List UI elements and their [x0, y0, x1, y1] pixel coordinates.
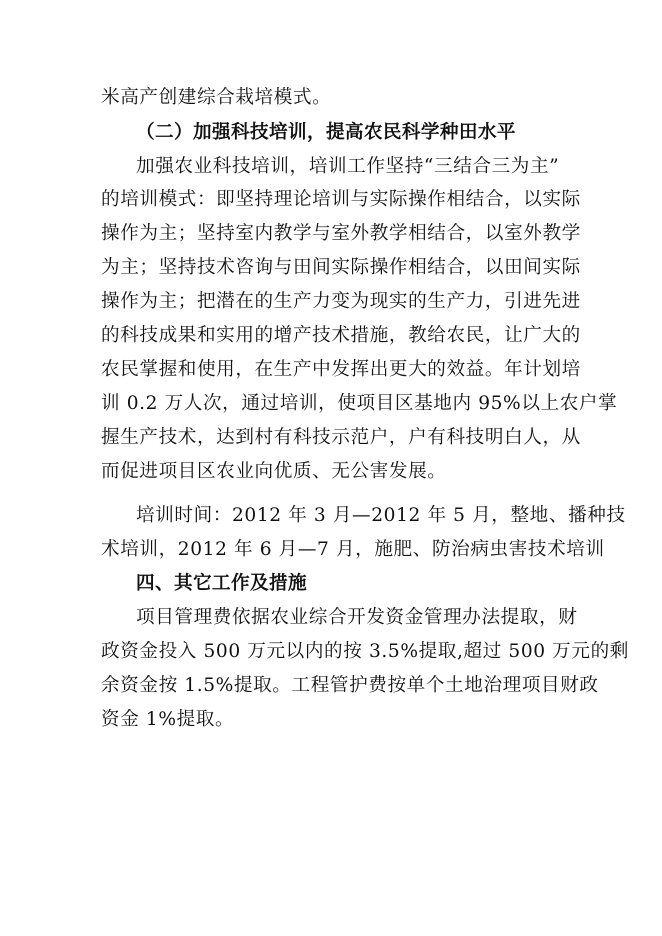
section-2-heading: （二）加强科技培训，提高农民科学种田水平 [136, 122, 516, 143]
training-paragraph-line: 为主；坚持技术咨询与田间实际操作相结合，以田间实际 [101, 257, 581, 278]
section-4-heading: 四、其它工作及措施 [136, 573, 307, 594]
fees-paragraph-line: 政资金投入 500 万元以内的按 3.5%提取,超过 500 万元的剩 [101, 641, 629, 662]
training-time-line: 培训时间：2012 年 3 月—2012 年 5 月，整地、播种技 [136, 505, 626, 526]
training-paragraph-line: 训 0.2 万人次，通过培训，使项目区基地内 95%以上农户掌 [101, 393, 618, 414]
training-paragraph-line: 握生产技术，达到村有科技示范户，户有科技明白人，从 [101, 427, 581, 448]
training-paragraph-line: 操作为主；坚持室内教学与室外教学相结合，以室外教学 [101, 223, 581, 244]
training-paragraph-line: 农民掌握和使用，在生产中发挥出更大的效益。年计划培 [101, 359, 581, 380]
training-time-line: 术培训，2012 年 6 月—7 月，施肥、防治病虫害技术培训 [101, 539, 605, 560]
training-paragraph-line: 操作为主；把潜在的生产力变为现实的生产力，引进先进 [101, 291, 581, 312]
training-paragraph-line: 的科技成果和实用的增产技术措施，教给农民，让广大的 [101, 325, 581, 346]
fees-paragraph-line: 资金 1%提取。 [101, 709, 235, 730]
training-paragraph-line: 而促进项目区农业向优质、无公害发展。 [101, 461, 447, 482]
training-paragraph-line: 加强农业科技培训，培训工作坚持“三结合三为主” [136, 156, 560, 177]
fees-paragraph-line: 余资金按 1.5%提取。工程管护费按单个土地治理项目财政 [101, 675, 599, 696]
continuation-line: 米高产创建综合栽培模式。 [101, 87, 332, 108]
fees-paragraph-line: 项目管理费依据农业综合开发资金管理办法提取，财 [136, 607, 578, 628]
training-paragraph-line: 的培训模式：即坚持理论培训与实际操作相结合，以实际 [101, 189, 581, 210]
